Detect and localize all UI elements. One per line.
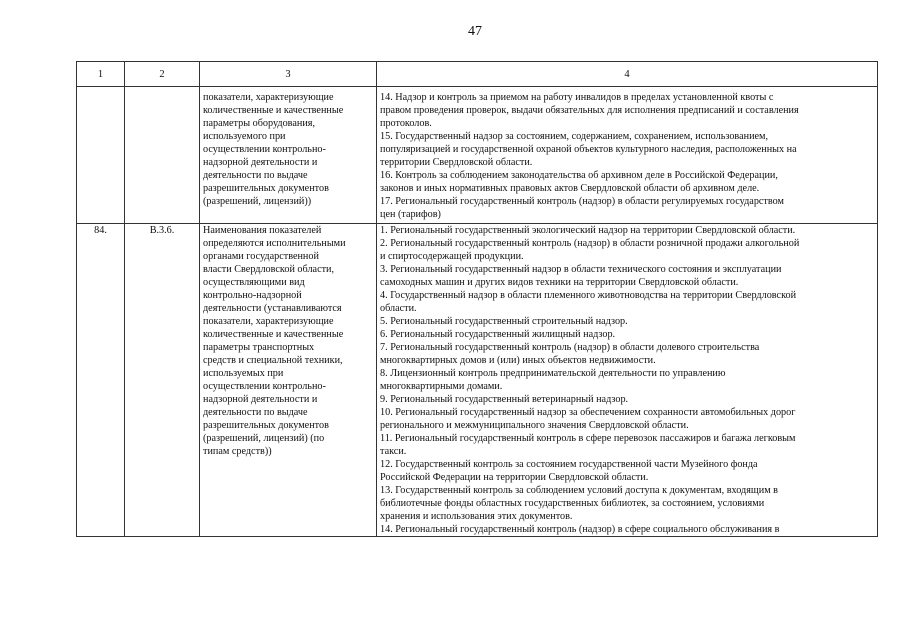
description-line: осуществлении контрольно- [203,381,326,392]
description-line: количественные и качественные [203,105,344,116]
list-item [380,458,874,484]
list-item [380,169,874,195]
list-item-line: 14. Региональный государственный контроль (надзор) в сфере социального обслуживания в [380,524,780,535]
list-item [380,523,874,536]
list-item-line: правом проведения проверок, выдачи обязательных для исполнения предписаний и составления [380,105,799,116]
list-item-line: 12. Государственный контроль за состоянием государственной части Музейного фонда [380,459,758,470]
list-item [380,224,874,237]
description-line: Наименования показателей [203,225,322,236]
table-row [77,87,878,224]
list-item-line: территории Свердловской области. [380,157,533,168]
description-line: осуществлении контрольно- [203,144,326,155]
list-item [380,130,874,169]
list-item-line: 11. Региональный государственный контроль в сфере перевозок пассажиров и багажа легковым [380,433,796,444]
row-description-cell [200,87,377,224]
description-line: (разрешений, лицензий) (по [203,433,325,444]
list-item-line: области. [380,303,417,314]
list-item-line: многоквартирных домов и (или) иных объектов недвижимости. [380,355,656,366]
list-item [380,91,874,130]
column-header-4: 4 [377,62,878,87]
description-line: определяются исполнительными [203,238,346,249]
list-item-line: 5. Региональный государственный строительный надзор. [380,316,628,327]
row-number-cell [77,87,125,224]
description-line: (разрешений, лицензий)) [203,196,312,207]
row-number-cell: 84. [77,224,125,537]
page-number: 47 [468,24,482,39]
list-item-line: такси. [380,446,407,457]
list-item [380,328,874,341]
description-line: власти Свердловской области, [203,264,335,275]
document-table [76,61,878,537]
list-item [380,341,874,367]
list-item-line: 9. Региональный государственный ветеринарный надзор. [380,394,629,405]
list-item-line: хранения и использования этих документов. [380,511,573,522]
description-line: надзорной деятельности и [203,157,318,168]
list-item-line: 14. Надзор и контроль за приемом на работу инвалидов в пределах установленной квоты с [380,92,774,103]
row-items-cell [377,224,878,537]
list-item-line: законов и иных нормативных правовых актов Свердловской области об архивном деле. [380,183,760,194]
row-code-cell [125,87,200,224]
description-line: используемых при [203,368,284,379]
list-item [380,432,874,458]
description-line: надзорной деятельности и [203,394,318,405]
list-item-line: библиотечные фонды областных государственных библиотек, за состоянием, условиями [380,498,765,509]
list-item-line: 16. Контроль за соблюдением законодательства об архивном деле в Российской Федерации, [380,170,778,181]
description-line: органами государственной [203,251,319,262]
list-item [380,195,874,221]
row-description-cell [200,224,377,537]
list-item [380,237,874,263]
list-item [380,393,874,406]
description-line: разрешительных документов [203,420,329,431]
description-line: деятельности по выдаче [203,170,308,181]
description-line: показатели, характеризующие [203,316,334,327]
description-line: показатели, характеризующие [203,92,334,103]
column-header-2: 2 [125,62,200,87]
list-item-line: 3. Региональный государственный надзор в области технического состояния и эксплуатации [380,264,782,275]
description-line: количественные и качественные [203,329,344,340]
description-line: деятельности (устанавливаются [203,303,342,314]
list-item [380,484,874,523]
list-item-line: 17. Региональный государственный контроль (надзор) в области регулируемых государством [380,196,784,207]
list-item-line: 10. Региональный государственный надзор за обеспечением сохранности автомобильных дорог [380,407,796,418]
list-item [380,315,874,328]
list-item [380,263,874,289]
list-item-line: 1. Региональный государственный экологический надзор на территории Свердловской области. [380,225,796,236]
list-item-line: цен (тарифов) [380,209,441,220]
list-item-line: 6. Региональный государственный жилищный надзор. [380,329,616,340]
description-line: средств и специальной техники, [203,355,343,366]
list-item-line: Российской Федерации на территории Свердловской области. [380,472,649,483]
description-line: используемого при [203,131,286,142]
list-item [380,289,874,315]
description-line: типам средств)) [203,446,272,457]
column-header-3: 3 [200,62,377,87]
description-line: контрольно-надзорной [203,290,302,301]
description-line: параметры оборудования, [203,118,316,129]
row-items-cell [377,87,878,224]
list-item-line: 2. Региональный государственный контроль (надзор) в области розничной продажи алкогольной [380,238,800,249]
description-line: деятельности по выдаче [203,407,308,418]
list-item-line: протоколов. [380,118,432,129]
list-item-line: и спиртосодержащей продукции. [380,251,524,262]
list-item-line: 4. Государственный надзор в области племенного животноводства на территории Свердловской [380,290,797,301]
column-header-1: 1 [77,62,125,87]
list-item-line: популяризацией и государственной охраной объектов культурного наследия, расположенных на [380,144,797,155]
list-item [380,406,874,432]
list-item-line: регионального и межмуниципального значения Свердловской области. [380,420,689,431]
description-line: параметры транспортных [203,342,315,353]
description-line: осуществляющими вид [203,277,305,288]
table-header-row [77,62,878,87]
list-item-line: 15. Государственный надзор за состоянием, содержанием, сохранением, использованием, [380,131,769,142]
description-line: разрешительных документов [203,183,329,194]
list-item [380,367,874,393]
list-item-line: 7. Региональный государственный контроль (надзор) в области долевого строительства [380,342,760,353]
list-item-line: 13. Государственный контроль за соблюдением условий доступа к документам, входящим в [380,485,778,496]
list-item-line: самоходных машин и других видов техники на территории Свердловской области. [380,277,739,288]
list-item-line: многоквартирными домами. [380,381,503,392]
row-code-cell: В.3.6. [125,224,200,537]
list-item-line: 8. Лицензионный контроль предпринимательской деятельности по управлению [380,368,726,379]
table-row [77,224,878,537]
